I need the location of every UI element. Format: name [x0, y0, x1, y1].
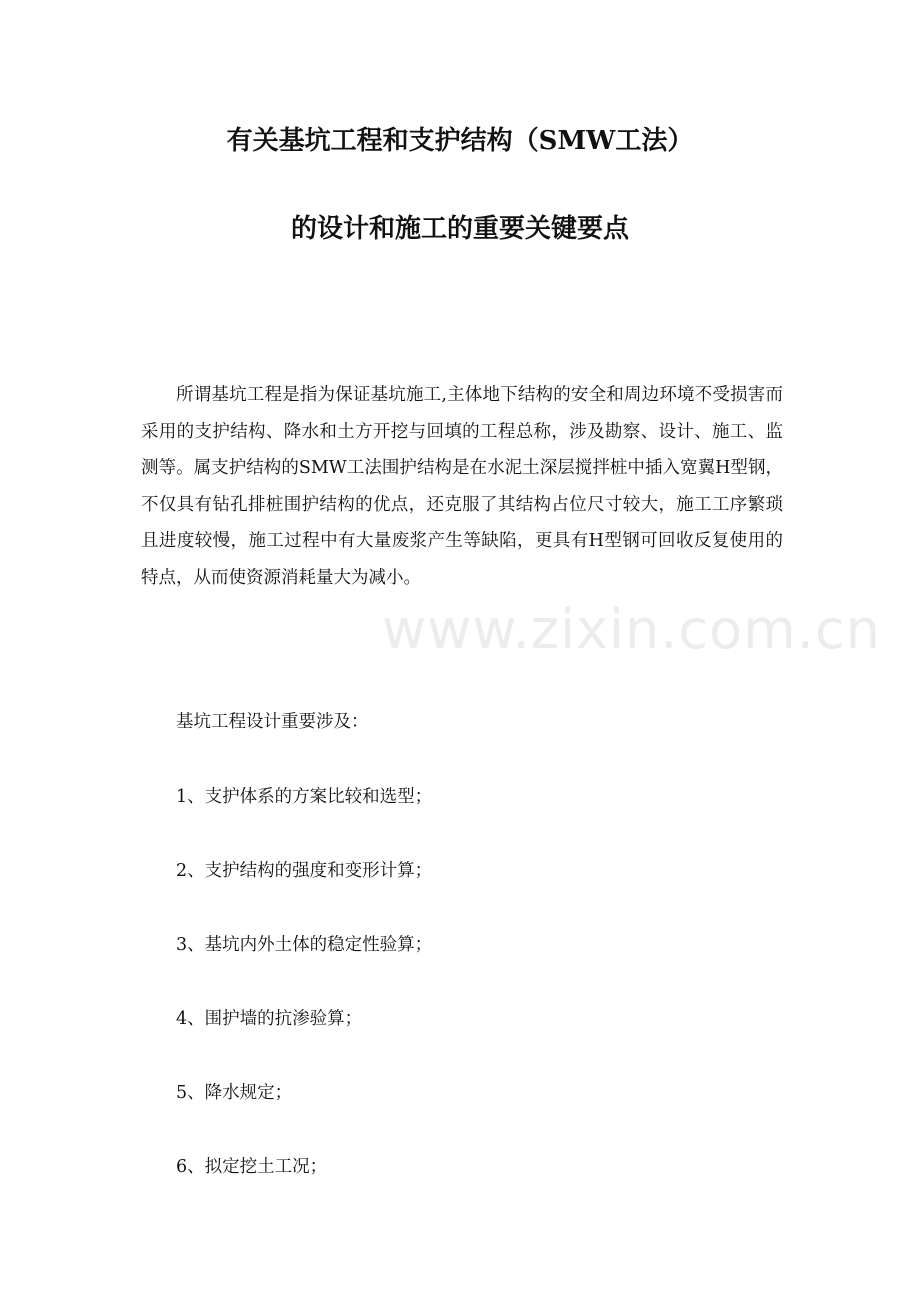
list-item: 5、降水规定； [176, 1083, 293, 1103]
list-item: 2、支护结构的强度和变形计算； [176, 861, 433, 881]
list-item: 4、围护墙的抗渗验算； [176, 1009, 363, 1029]
watermark: www.zixin.com.cn [382, 598, 881, 661]
list-item: 1、支护体系的方案比较和选型； [176, 787, 433, 807]
document-title-line-1: 有关基坑工程和支护结构（SMW工法） [226, 126, 694, 156]
design-heading: 基坑工程设计重要涉及： [176, 712, 369, 732]
intro-paragraph: 所谓基坑工程是指为保证基坑施工,主体地下结构的安全和周边环境不受损害而采用的支护结构、降水和土方开挖与回填的工程总称，涉及勘察、设计、施工、监测等。属支护结构的SMW工法围护结构是在水泥土深层搅拌桩中插入宽翼H型钢，不仅具有钻孔排桩围护结构的优点，还克服了其结构占位尺寸较大，施工工序繁琐且进度较慢，施工过程中有大量废浆产生等缺陷，更具有H型钢可回收反复使用的特点，从而使资源消耗量大为减小。 [141, 385, 783, 588]
document-title-line-2: 的设计和施工的重要关键要点 [290, 214, 629, 244]
list-item: 6、拟定挖土工况； [176, 1157, 328, 1177]
list-item: 3、基坑内外土体的稳定性验算； [176, 935, 433, 955]
